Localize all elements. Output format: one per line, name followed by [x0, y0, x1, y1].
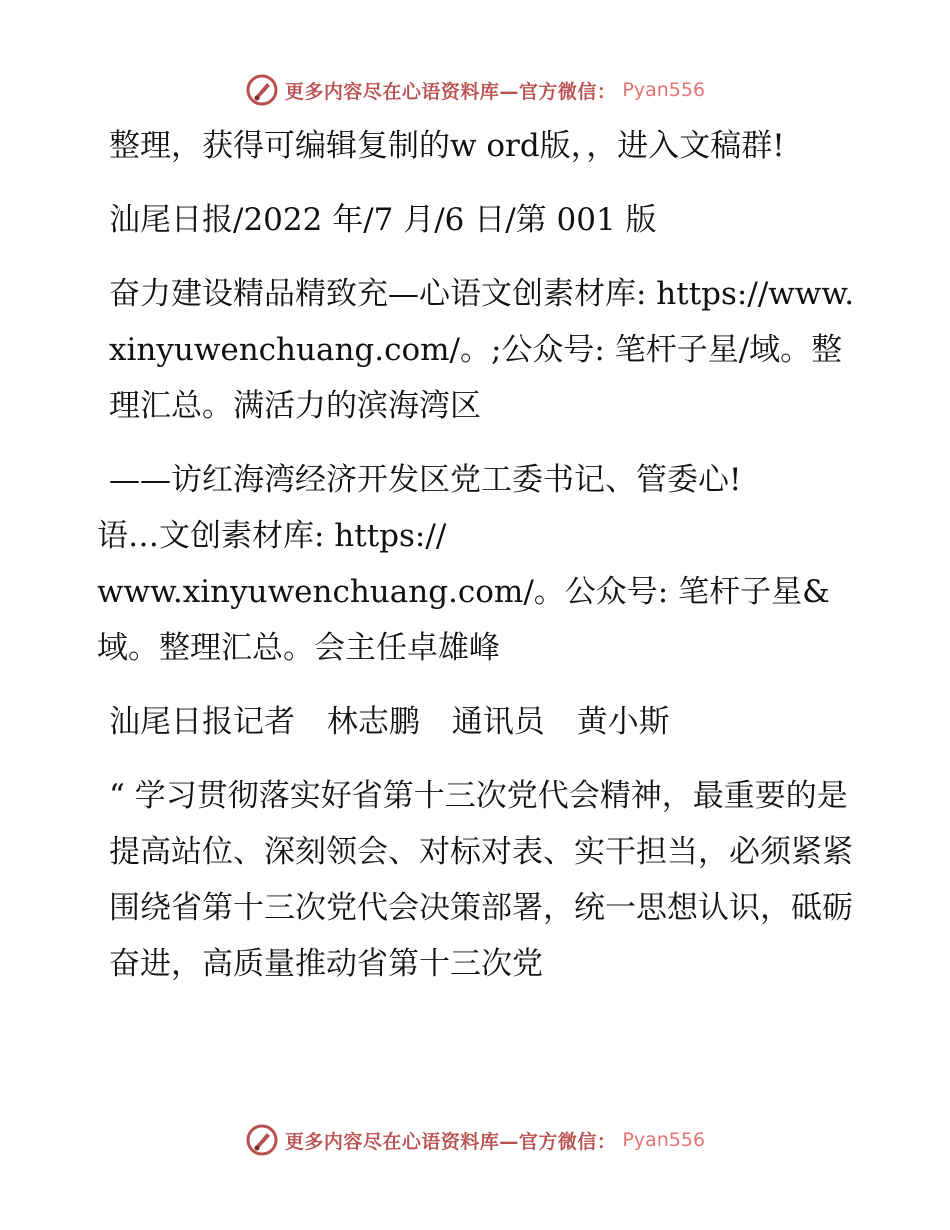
byline-paper: 汕尾日报记者	[109, 704, 295, 740]
paragraph-source: 汕尾日报/2022 年/7 月/6 日/第 001 版	[109, 202, 657, 238]
watermark-text: 更多内容尽在心语资料库—官方微信：	[284, 1130, 617, 1153]
watermark-wechat-id: Pyan556	[622, 1129, 706, 1151]
byline-role: 通讯员	[451, 704, 545, 740]
document-body	[97, 118, 857, 992]
subheadline-line: 域。整理汇总。会主任卓雄峰	[97, 630, 500, 666]
paragraph-intro: 整理，获得可编辑复制的w ord版，，进入文稿群!	[109, 128, 785, 164]
byline-reporter: 林志鹏	[326, 704, 420, 740]
subheadline-line: www.xinyuwenchuang.com/。公众号: 笔杆子星&	[97, 574, 830, 610]
paragraph-subheadline	[97, 452, 857, 676]
byline-correspondent: 黄小斯	[576, 704, 670, 740]
pen-logo-icon	[245, 73, 279, 107]
header-watermark	[0, 70, 950, 110]
pen-logo-icon	[245, 1123, 279, 1157]
footer-watermark	[0, 1120, 950, 1160]
paragraph-headline: 奋力建设精品精致充—心语文创素材库: https://www.xinyuwenchuang.com/。;公众号: 笔杆子星/域。整理汇总。满活力的滨海湾区	[109, 276, 855, 424]
subheadline-line: ——访红海湾经济开发区党工委书记、管委心!	[109, 462, 742, 498]
watermark-text: 更多内容尽在心语资料库—官方微信：	[284, 80, 617, 103]
watermark-wechat-id: Pyan556	[622, 79, 706, 101]
byline	[97, 694, 857, 750]
subheadline-line: 语…文创素材库: https://	[97, 518, 447, 554]
paragraph-body: “ 学习贯彻落实好省第十三次党代会精神，最重要的是提高站位、深刻领会、对标对表、实干担当，必须紧紧围绕省第十三次党代会决策部署，统一思想认识，砥砺奋进，高质量推动省第十三次党	[109, 778, 853, 982]
